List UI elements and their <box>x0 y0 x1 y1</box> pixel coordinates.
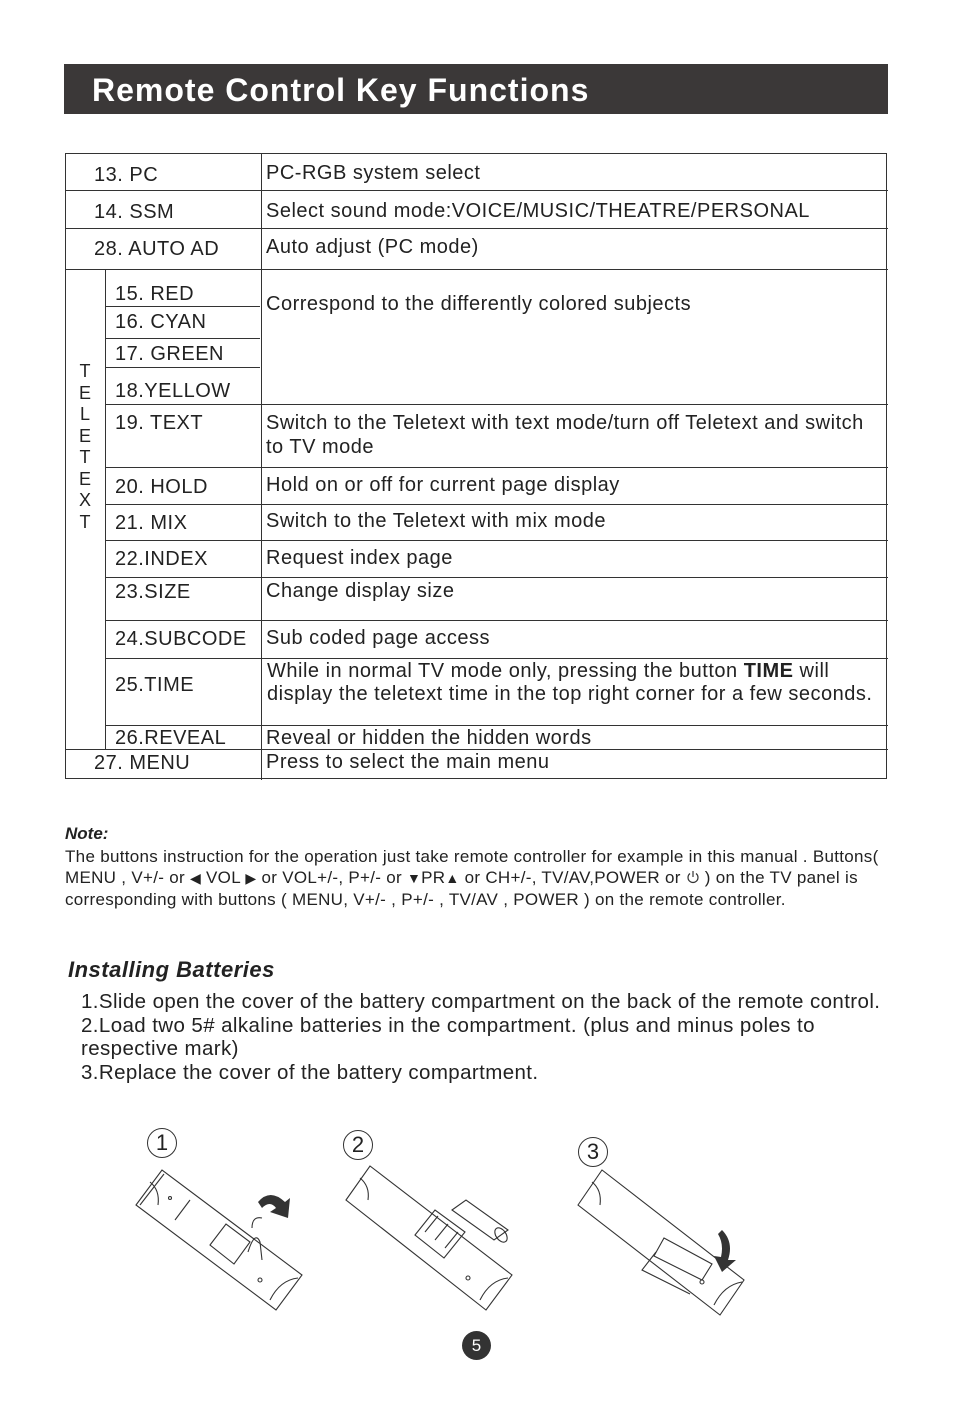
key-label: 14. SSM <box>94 201 175 223</box>
power-icon <box>686 870 700 884</box>
key-label: 13. PC <box>94 164 159 186</box>
key-description: Change display size <box>266 580 455 602</box>
figure-number: 3 <box>578 1137 608 1167</box>
key-label: 19. TEXT <box>115 412 204 434</box>
page-number: 5 <box>462 1331 491 1360</box>
installing-steps <box>81 990 901 1084</box>
key-description: Switch to the Teletext with mix mode <box>266 510 606 532</box>
installing-batteries-title: Installing Batteries <box>68 957 275 982</box>
key-label: 28. AUTO AD <box>94 238 220 260</box>
key-label: 16. CYAN <box>115 311 207 333</box>
key-description: Reveal or hidden the hidden words <box>266 727 592 749</box>
key-description: Sub coded page access <box>266 627 490 649</box>
figure-number: 1 <box>147 1128 177 1158</box>
key-label: 24.SUBCODE <box>115 628 247 650</box>
down-triangle-icon: ▼ <box>407 870 422 886</box>
key-label: 22.INDEX <box>115 548 208 570</box>
key-description: Switch to the Teletext with text mode/turn off Teletext and switch to TV mode <box>266 412 864 458</box>
key-label: 15. RED <box>115 283 195 305</box>
remote-illustration-1 <box>130 1160 310 1320</box>
figure-number: 2 <box>343 1130 373 1160</box>
key-description: Correspond to the differently colored subjects <box>266 293 692 315</box>
key-description: While in normal TV mode only, pressing the button TIME will display the teletext time in the top right corner for a few seconds. <box>267 660 873 705</box>
key-description: Auto adjust (PC mode) <box>266 236 479 258</box>
teletext-group-label: T E L E T E X T <box>78 361 91 532</box>
key-label: 17. GREEN <box>115 343 224 365</box>
key-label: 20. HOLD <box>115 476 208 498</box>
note-body: The buttons instruction for the operation just take remote controller for example in this manual . Buttons( MENU , V+/- or ◀ VOL ▶ or VOL+/-, P+/- or ▼PR▲ or CH+/-, TV/AV,POWER or ) on the TV panel is corresponding with buttons ( MENU, V+/- , P+/- , TV/AV , POWER ) on the remote controller. <box>65 847 879 909</box>
right-triangle-icon: ▶ <box>245 870 257 886</box>
key-functions-table <box>65 153 887 779</box>
remote-illustration-3 <box>572 1160 752 1330</box>
key-description: Press to select the main menu <box>266 751 550 773</box>
key-label: 18.YELLOW <box>115 380 231 402</box>
step: 1.Slide open the cover of the battery compartment on the back of the remote control. <box>81 990 881 1013</box>
key-label: 25.TIME <box>115 674 195 696</box>
page-title: Remote Control Key Functions <box>92 72 590 108</box>
key-description: Select sound mode:VOICE/MUSIC/THEATRE/PERSONAL <box>266 200 810 222</box>
step: 3.Replace the cover of the battery compartment. <box>81 1060 539 1084</box>
key-description: Hold on or off for current page display <box>266 474 620 496</box>
remote-illustration-2 <box>340 1160 520 1320</box>
page-header <box>64 64 888 114</box>
key-label: 26.REVEAL <box>115 727 227 749</box>
step: 2.Load two 5# alkaline batteries in the compartment. (plus and minus poles to respective mark) <box>81 1013 815 1060</box>
key-label: 21. MIX <box>115 512 188 534</box>
key-description: Request index page <box>266 547 453 569</box>
up-triangle-icon: ▲ <box>445 870 460 886</box>
left-triangle-icon: ◀ <box>189 870 202 886</box>
key-label: 27. MENU <box>94 752 191 774</box>
key-description: PC-RGB system select <box>266 162 481 184</box>
note-title: Note: <box>65 824 109 843</box>
key-label: 23.SIZE <box>115 581 191 603</box>
